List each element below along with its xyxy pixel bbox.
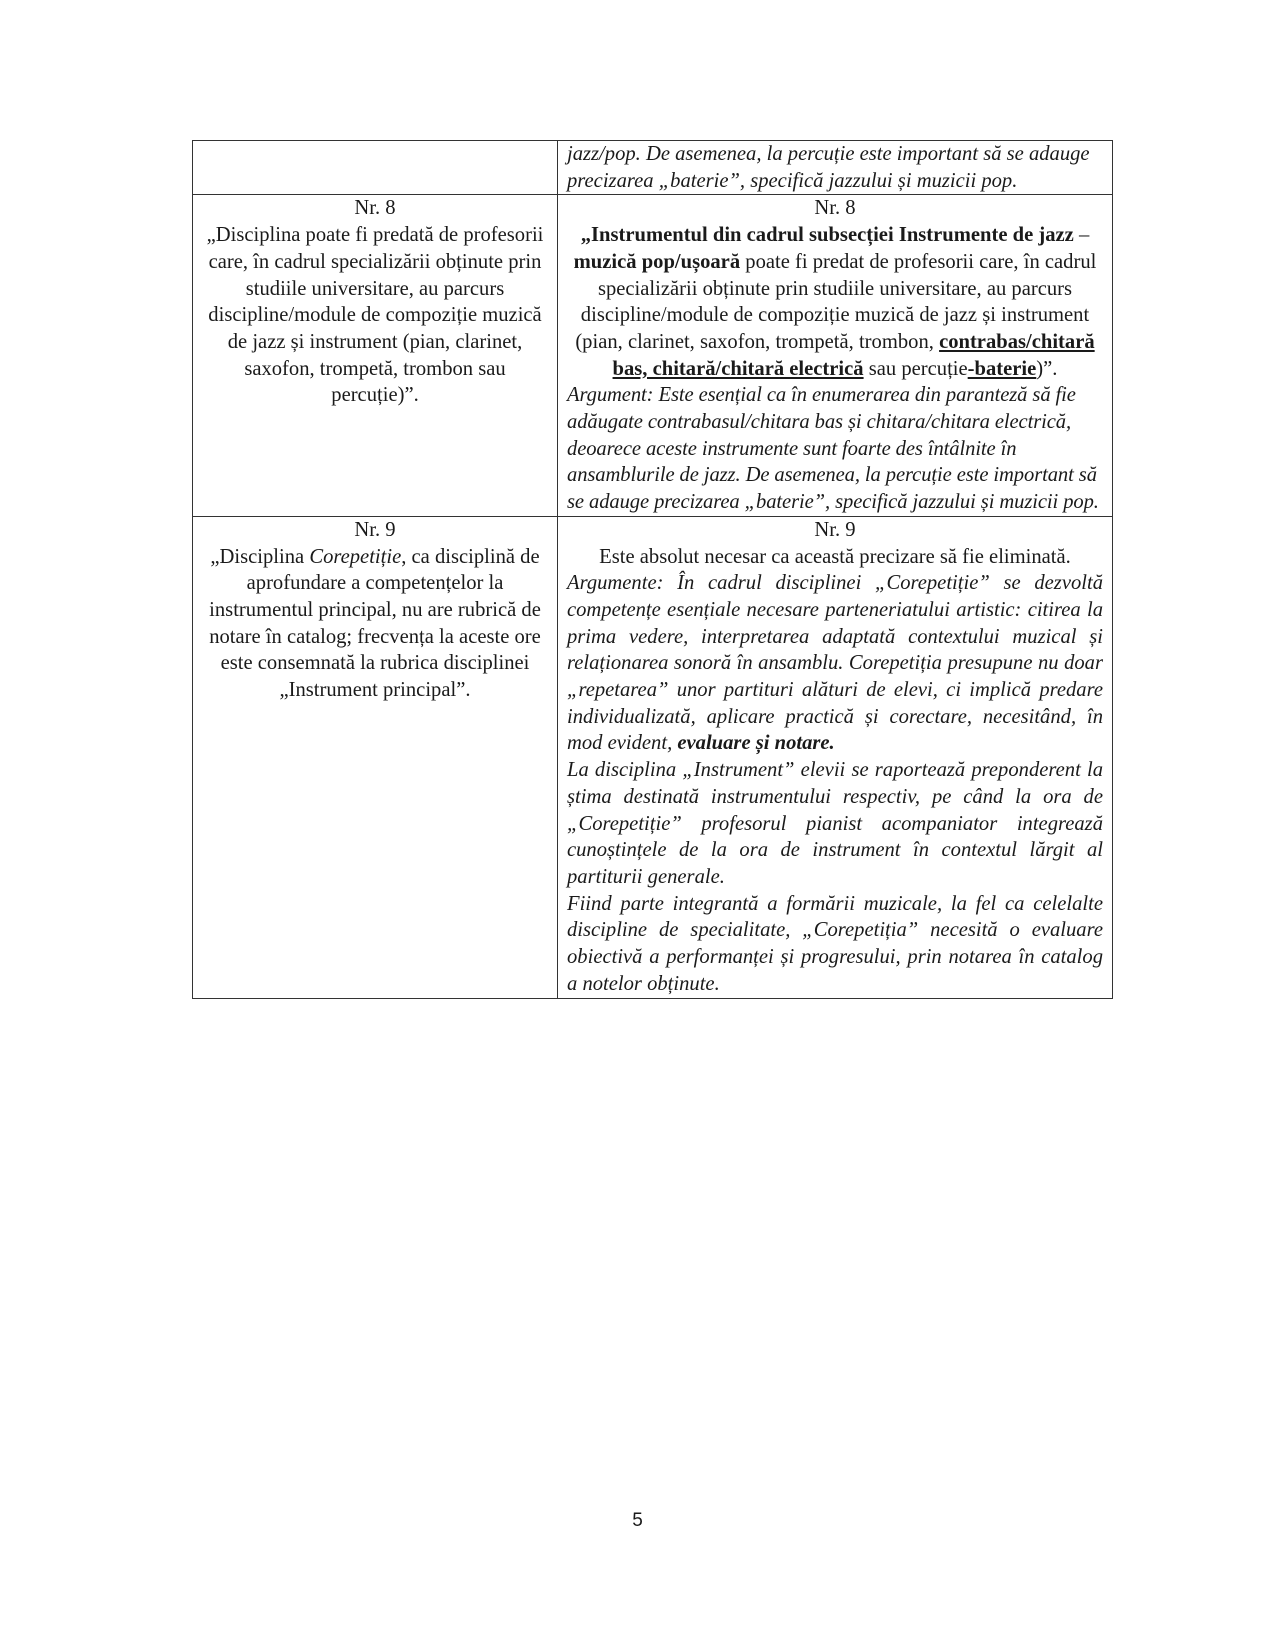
row-8-argument-text: Argument: Este esențial ca în enumerarea din paranteză să fie adăugate contrabasul/chitara bas și chitara/chitara electrică, deoarece aceste instrumente sunt foarte des întâlnite în ansamblurile de jazz. De asemenea, la percuție este important să se adauge precizarea „baterie”, specifică jazzului și muzicii pop. (567, 384, 1099, 514)
table-row (193, 141, 1113, 195)
row-9-right-title: Nr. 9 (814, 518, 856, 541)
proposal-bold-part-1: „Instrumentul din cadrul subsecției Instrumente de jazz (580, 224, 1074, 247)
row-9-right-lead: Este absolut necesar ca această precizare să fie eliminată. (599, 545, 1071, 568)
row-9-left-cell (193, 516, 558, 998)
row-9-left-title: Nr. 9 (354, 518, 396, 541)
left-text-part-1: „Disciplina (210, 545, 310, 568)
row-8-left-cell (193, 195, 558, 516)
continuation-argument-text: jazz/pop. De asemenea, la percuție este important să se adauge precizarea „baterie”, specifică jazzului și muzicii pop. (567, 143, 1090, 192)
argument-1-text: Argumente: În cadrul disciplinei „Corepetiție” se dezvoltă competențe esențiale necesare parteneriatului artistic: citirea la prima vedere, interpretarea adaptată contextului muzical și relaționarea sonoră în ansamblu. Corepetiția presupune nu doar „repetarea” unor partituri alături de elevi, ci implică predare individualizată, aplicare practică și corectare, necesitând, în mod evident, (567, 572, 1103, 755)
page-number: 5 (632, 1510, 643, 1531)
row-8-left-title: Nr. 8 (354, 197, 396, 220)
proposal-plain-part-1: poate fi predat de profesorii care, în cadrul specializării obținute prin studiile universitare, au parcurs discipline/module de compoziție muzică de jazz și instrument (pian, clarinet, saxofon, trompetă, trombon, (575, 250, 1097, 353)
table-row (193, 516, 1113, 998)
left-text-italic-corepetitie: Corepetiție (309, 545, 402, 568)
row-9-argument-paragraph-3: Fiind parte integrantă a formării muzicale, la fel ca celelalte discipline de specialitate, „Corepetiția” necesită o evaluare obiectivă a performanței și progresului, prin notarea în catalog a notelor obținute. (567, 892, 1103, 995)
proposal-plain-part-2: sau percuție (863, 357, 968, 380)
proposal-plain-part-3: )”. (1036, 357, 1058, 380)
row-9-right-cell (558, 516, 1113, 998)
row-8-left-text: „Disciplina poate fi predată de profesorii care, în cadrul specializării obținute prin studiile universitare, au parcurs discipline/module de compoziție muzică de jazz și instrument (pian, clarinet, saxofon, trompetă, trombon sau percuție)”. (206, 224, 544, 407)
proposal-underlined-baterie: -baterie (967, 357, 1037, 380)
row-continuation-right-cell (558, 141, 1113, 195)
row-8-right-title: Nr. 8 (814, 197, 856, 220)
row-9-left-text (202, 544, 548, 704)
row-8-right-cell (558, 195, 1113, 516)
row-8-right-proposal (567, 222, 1103, 382)
argument-1-bold: evaluare și notare. (677, 732, 835, 755)
left-text-part-2: , ca disciplină de aprofundare a competențelor la instrumentul principal, nu are rubrică de notare în catalog; frecvența la aceste ore este consemnată la rubrica disciplinei „Instrument principal”. (209, 545, 541, 702)
proposal-dash: – (1073, 224, 1090, 247)
proposal-underlined-instruments: contrabas/chitară bas, chitară/chitară electrică (612, 330, 1095, 380)
table-row (193, 195, 1113, 516)
row-continuation-left-cell (193, 141, 558, 195)
row-9-argument-paragraph-1 (567, 570, 1103, 757)
comparison-table (192, 140, 1113, 999)
proposal-bold-part-2: muzică pop/ușoară (573, 250, 741, 273)
row-9-argument-paragraph-2: La disciplina „Instrument” elevii se raportează preponderent la știma destinată instrumentului respectiv, pe când la ora de „Corepetiție” profesorul pianist acompaniator integrează cunoștințele de la ora de instrument în contextul lărgit al partiturii generale. (567, 759, 1103, 888)
